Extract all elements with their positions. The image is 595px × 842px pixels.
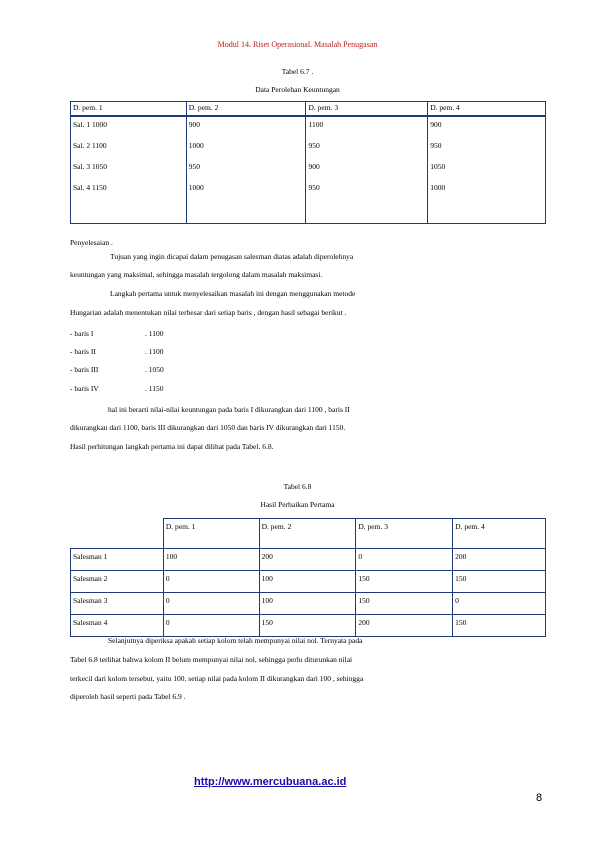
table2-row-label: Salesman 3 <box>71 593 164 615</box>
list-item-value: . 1100 <box>145 347 164 356</box>
table1-cell: 900 <box>306 159 428 180</box>
table2-cell: 0 <box>356 549 453 571</box>
table2-header-cell: D. pem. 4 <box>453 519 546 549</box>
table2-cell: 150 <box>259 615 356 637</box>
paragraph-line: Tabel 6.8 terlihat bahwa kolom II belum mempunyai nilai nol, sehingga perlu diturunkan nilai <box>70 655 353 664</box>
table2-cell: 100 <box>259 593 356 615</box>
table1-cell: Sal. 3 1050 <box>71 159 187 180</box>
first-improvement-table <box>70 518 546 637</box>
list-item-value: . 1150 <box>145 384 164 393</box>
table1-cell: Sal. 1 1000 <box>71 116 187 138</box>
list-item-value: . 1050 <box>145 365 164 374</box>
table1-cell: 950 <box>428 138 546 159</box>
list-item-label: - baris III <box>70 365 99 374</box>
table2-cell: 200 <box>453 549 546 571</box>
paragraph-line: keuntungan yang maksimal, sehingga masalah tergolong dalam masalah maksimasi. <box>70 270 323 279</box>
table2-cell: 0 <box>163 615 259 637</box>
table1-cell: 1050 <box>428 159 546 180</box>
paragraph-line: Selanjutnya diperiksa apakah setiap kolom telah mempunyai nilai nol. Ternyata pada <box>108 636 363 645</box>
module-header: Modul 14. Riset Operasional. Masalah Penugasan <box>217 40 378 49</box>
table2-row-label: Salesman 4 <box>71 615 164 637</box>
table2-cell: 200 <box>356 615 453 637</box>
table1-cell: 1000 <box>186 138 306 159</box>
page-number: 8 <box>536 792 543 804</box>
table2-cell: 0 <box>453 593 546 615</box>
table2-row-label: Salesman 1 <box>71 549 164 571</box>
paragraph-line: dikurangkan dari 1100, baris III dikurangkan dari 1050 dan baris IV dikurangkan dari 1150. <box>70 423 346 432</box>
paragraph-line: hal ini berarti nilai-nilai keuntungan pada baris I dikurangkan dari 1100 , baris II <box>108 405 350 414</box>
table2-cell: 200 <box>259 549 356 571</box>
paragraph-line: Hungarian adalah menentukan nilai terbesar dari setiap baris , dengan hasil sebagai berikut . <box>70 308 347 317</box>
table1-header-cell: D. pem. 2 <box>186 102 306 117</box>
table2-cell: 100 <box>259 571 356 593</box>
solution-heading: Penyelesaian . <box>70 238 113 247</box>
table2-header-cell: D. pem. 2 <box>259 519 356 549</box>
list-item-label: - baris I <box>70 329 94 338</box>
list-item-value: . 1100 <box>145 329 164 338</box>
profit-table <box>70 101 546 224</box>
list-item-label: - baris II <box>70 347 96 356</box>
table1-header-cell: D. pem. 3 <box>306 102 428 117</box>
table2-cell: 150 <box>453 615 546 637</box>
table1-cell: 950 <box>186 159 306 180</box>
table2-corner-cell <box>71 519 164 549</box>
paragraph-line: Tujuan yang ingin dicapai dalam penugasan salesman diatas adalah diperolehnya <box>110 252 354 261</box>
table1-cell: 1100 <box>306 116 428 138</box>
list-item-label: - baris IV <box>70 384 99 393</box>
table1-cell: 1000 <box>186 180 306 224</box>
table2-cell: 0 <box>163 593 259 615</box>
table2-header-cell: D. pem. 3 <box>356 519 453 549</box>
table2-caption: Tabel 6.8 <box>283 482 312 491</box>
paragraph-line: Hasil perhitungan langkah pertama ini dapat dilihat pada Tabel. 6.8. <box>70 442 274 451</box>
table1-cell: 900 <box>186 116 306 138</box>
table2-row-label: Salesman 2 <box>71 571 164 593</box>
table2-cell: 150 <box>356 571 453 593</box>
table2-header-cell: D. pem. 1 <box>163 519 259 549</box>
table1-subcaption: Data Perolehan Keuntungan <box>255 85 340 94</box>
table2-cell: 150 <box>356 593 453 615</box>
table1-cell: 950 <box>306 138 428 159</box>
table1-header-cell: D. pem. 4 <box>428 102 546 117</box>
table1-cell: Sal. 4 1150 <box>71 180 187 224</box>
table1-cell: Sal. 2 1100 <box>71 138 187 159</box>
table1-caption: Tabel 6.7 . <box>281 67 314 76</box>
paragraph-line: terkecil dari kolom tersebut, yaitu 100. setiap nilai pada kolom II dikurangkan dari 100 , sehingga <box>70 674 364 683</box>
table1-cell: 900 <box>428 116 546 138</box>
table2-cell: 100 <box>163 549 259 571</box>
table2-cell: 0 <box>163 571 259 593</box>
paragraph-line: diperoleh hasil seperti pada Tabel 6.9 . <box>70 692 186 701</box>
table1-header-cell: D. pem. 1 <box>71 102 187 117</box>
table1-cell: 1000 <box>428 180 546 224</box>
table2-subcaption: Hasil Perbaikan Pertama <box>260 500 335 509</box>
table2-cell: 150 <box>453 571 546 593</box>
footer-link[interactable]: http://www.mercubuana.ac.id <box>194 776 347 788</box>
paragraph-line: Langkah pertama untuk menyelesaikan masalah ini dengan menggunakan metode <box>110 289 356 298</box>
table1-cell: 950 <box>306 180 428 224</box>
